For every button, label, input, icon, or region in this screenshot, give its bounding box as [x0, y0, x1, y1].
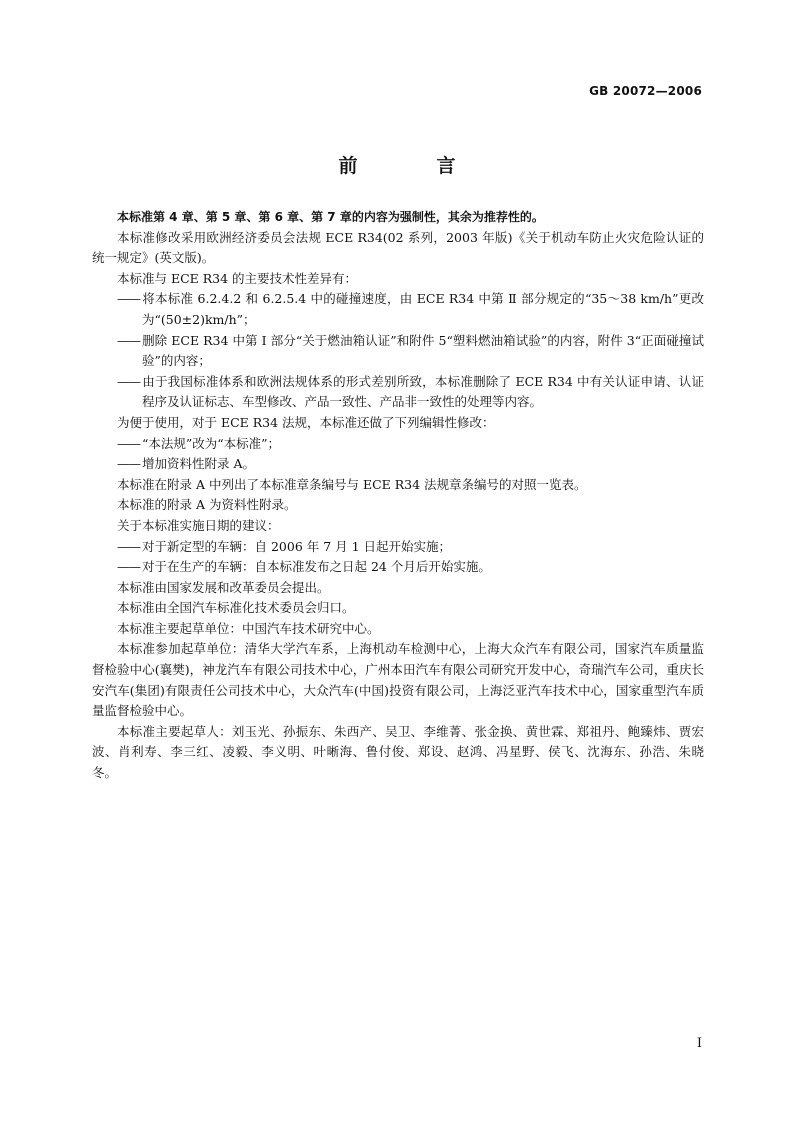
editorial-changes-intro: 为便于使用，对于 ECE R34 法规，本标准还做了下列编辑性修改：: [117, 414, 495, 430]
dash-mark: ——: [117, 456, 140, 472]
main-drafters: 本标准主要起草人：刘玉光、孙振东、朱西产、吴卫、李维菁、张金换、黄世霖、郑祖丹、鲍臻炜、贾宏波、肖利寿、李三红、凌毅、李义明、叶晰海、鲁付俊、郑设、赵鸿、冯星野、侯飞、沈海东、孙浩、朱晓冬。: [92, 723, 704, 781]
dash-mark: ——: [117, 373, 140, 389]
dash-mark: ——: [117, 332, 140, 348]
implementation-intro: 关于本标准实施日期的建议：: [117, 517, 280, 533]
dash-mark: ——: [117, 538, 140, 554]
page-number: I: [696, 1036, 702, 1051]
page-title: 前 言: [338, 155, 486, 177]
list-item-text: 增加资料性附录 A。: [142, 456, 256, 472]
proposed-by: 本标准由国家发展和改革委员会提出。: [117, 579, 330, 595]
participating-units: 本标准参加起草单位：清华大学汽车系，上海机动车检测中心，上海大众汽车有限公司，国家汽车质量监督检验中心(襄樊)，神龙汽车有限公司技术中心，广州本田汽车有限公司研究开发中心，奇瑞汽车公司，重庆长安汽车(集团)有限责任公司技术中心，大众汽车(中国)投资有限公司，上海泛亚汽车技术中心，国家重型汽车质量监督检验中心。: [92, 641, 704, 719]
dash-mark: ——: [117, 291, 140, 307]
list-item-text: 由于我国标准体系和欧洲法规体系的形式差别所致，本标准删除了 ECE R34 中有关认证申请、认证程序及认证标志、车型修改、产品一致性、产品非一致性的处理等内容。: [142, 373, 704, 410]
mandatory-statement: 本标准第 4 章、第 5 章、第 6 章、第 7 章的内容为强制性，其余为推荐性的。: [117, 210, 544, 224]
main-drafting-unit: 本标准主要起草单位：中国汽车技术研究中心。: [117, 620, 380, 636]
list-item: [92, 537, 704, 558]
list-item: [92, 289, 704, 330]
list-item-text: 对于新定型的车辆：自 2006 年 7 月 1 日起开始实施；: [142, 538, 452, 554]
list-item-text: 将本标准 6.2.4.2 和 6.2.5.4 中的碰撞速度，由 ECE R34 中第 Ⅱ 部分规定的“35～38 km/h”更改为“(50±2)km/h”；: [142, 291, 704, 327]
list-item: [92, 331, 704, 372]
dash-mark: ——: [117, 559, 140, 575]
administered-by: 本标准由全国汽车标准化技术委员会归口。: [117, 600, 355, 616]
annex-comparison-note: 本标准在附录 A 中列出了本标准章条编号与 ECE R34 法规章条编号的对照一览表。: [117, 476, 587, 492]
foreword-body: [92, 207, 704, 784]
list-item: [92, 557, 704, 578]
standard-number: GB 20072—2006: [589, 84, 702, 98]
list-item-text: 删除 ECE R34 中第 Ⅰ 部分“关于燃油箱认证”和附件 5“塑料燃油箱试验”的内容，附件 3“正面碰撞试验”的内容；: [142, 332, 704, 369]
list-item: [92, 434, 704, 455]
list-item-text: “本法规”改为“本标准”；: [142, 435, 281, 451]
technical-differences-intro: 本标准与 ECE R34 的主要技术性差异有：: [117, 270, 358, 286]
dash-mark: ——: [117, 435, 140, 451]
list-item-text: 对于在生产的车辆：自本标准发布之日起 24 个月后开始实施。: [142, 559, 491, 575]
list-item: [92, 372, 704, 413]
list-item: [92, 454, 704, 475]
adoption-statement: 本标准修改采用欧洲经济委员会法规 ECE R34(02 系列，2003 年版)《关于机动车防止火灾危险认证的统一规定》(英文版)。: [92, 229, 704, 266]
annex-informative-note: 本标准的附录 A 为资料性附录。: [117, 497, 297, 513]
